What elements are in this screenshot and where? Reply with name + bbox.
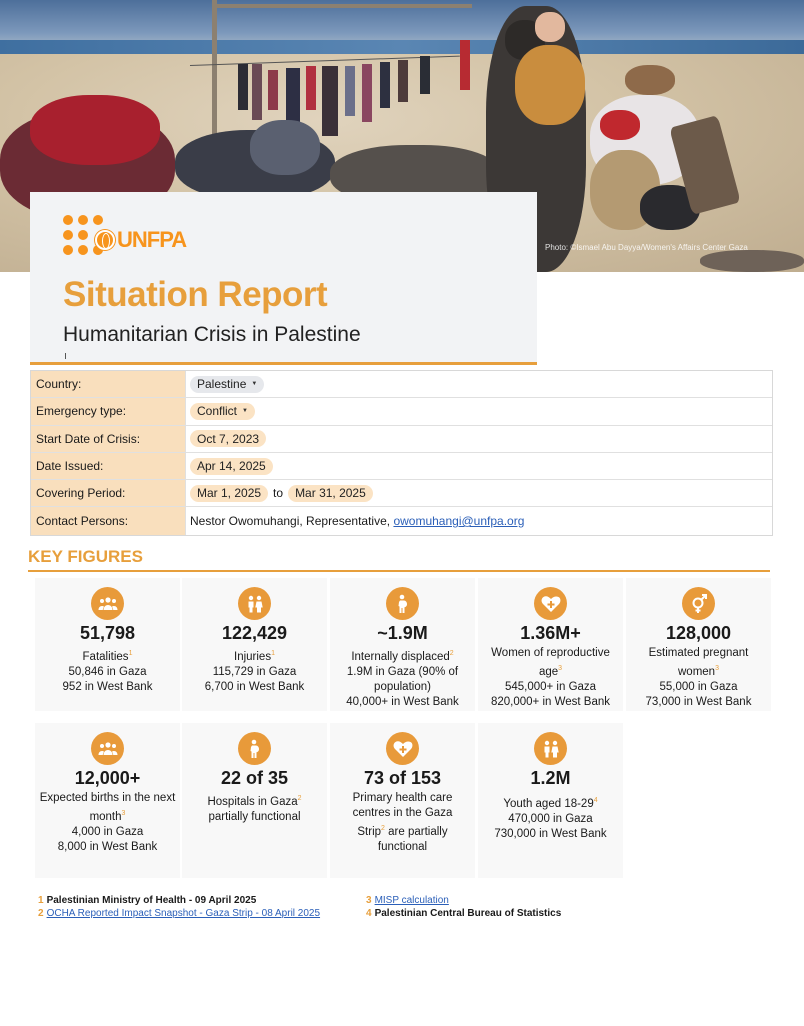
photo-credit: Photo: ©Ismael Abu Dayya/Women's Affairs Center Gaza	[545, 243, 748, 252]
fatalities-gaza: 50,846 in Gaza	[68, 665, 147, 678]
figure-card-fatalities	[35, 578, 180, 711]
injuries-gaza: 115,729 in Gaza	[212, 665, 297, 678]
photo-sea	[0, 40, 804, 54]
figure-card-injuries	[182, 578, 327, 711]
page-title: Situation Report	[63, 275, 328, 314]
people-group-icon	[91, 587, 124, 620]
figure-card-displaced	[330, 578, 475, 711]
country-label: Country:	[31, 371, 186, 397]
figure-card-expected-births	[35, 723, 180, 878]
family-icon	[238, 587, 271, 620]
women-reproductive-age-label: Women of reproductive age	[491, 647, 610, 678]
heart-plus-icon	[386, 732, 419, 765]
displaced-gaza: 1.9M in Gaza (90% of population)	[346, 665, 459, 693]
key-figures-heading: KEY FIGURES	[28, 547, 143, 566]
photo-cloth	[460, 40, 470, 90]
footnote-1-text: Palestinian Ministry of Health - 09 April 2025	[46, 895, 257, 906]
photo-child-head	[535, 12, 565, 42]
footnote-ref: 3	[715, 665, 719, 672]
expected-births-value: 12,000+	[74, 768, 141, 788]
figure-card-women-reproductive-age	[478, 578, 623, 711]
info-row-country	[31, 371, 772, 398]
expected-births-label: Expected births in the next month	[39, 792, 176, 823]
report-info-table	[30, 370, 773, 536]
un-emblem-icon	[95, 230, 115, 250]
youth-label: Youth aged 18-29	[503, 797, 594, 810]
footnote-ref: 3	[121, 810, 126, 817]
period-to-text: to	[273, 486, 284, 501]
photo-cloth	[252, 64, 262, 120]
women-reproductive-age-west-bank: 820,000+ in West Bank	[490, 695, 611, 708]
photo-blanket	[30, 95, 160, 165]
health-centres-status: are partially functional	[377, 825, 448, 853]
photo-cloth	[380, 62, 390, 108]
cursor-mark	[65, 353, 66, 359]
footnote-ref: 1	[271, 650, 275, 657]
pregnant-women-value: 128,000	[665, 623, 732, 643]
injuries-value: 122,429	[221, 623, 288, 643]
emergency-type-label: Emergency type:	[31, 398, 186, 424]
photo-red-cloth	[600, 110, 640, 140]
photo-child	[515, 45, 585, 125]
hospitals-value: 22 of 35	[220, 768, 289, 788]
fatalities-west-bank: 952 in West Bank	[62, 680, 153, 693]
info-row-emergency	[31, 398, 772, 425]
photo-cloth	[345, 66, 355, 116]
youth-value: 1.2M	[530, 768, 571, 788]
youth-gaza: 470,000 in Gaza	[508, 812, 593, 825]
people-group-icon	[91, 732, 124, 765]
footnote-1: 1 Palestinian Ministry of Health - 09 April 2025	[38, 895, 257, 906]
pregnant-woman-icon	[238, 732, 271, 765]
country-dropdown[interactable]	[190, 376, 264, 393]
family-icon	[534, 732, 567, 765]
displaced-label: Internally displaced	[351, 650, 450, 663]
chevron-down-icon: ▼	[242, 408, 248, 415]
unfpa-wordmark: UNFPA	[117, 227, 187, 252]
displaced-value: ~1.9M	[377, 623, 428, 643]
footnote-4: 4 Palestinian Central Bureau of Statistics	[366, 908, 562, 919]
footnote-ref: 1	[128, 650, 133, 657]
photo-cloth	[362, 64, 372, 122]
photo-pole-top	[212, 4, 472, 8]
figure-card-youth	[478, 723, 623, 878]
photo-basket	[625, 65, 675, 95]
footnote-2-link[interactable]: OCHA Reported Impact Snapshot - Gaza Strip - 08 April 2025	[46, 908, 321, 919]
key-figures-divider	[28, 570, 770, 572]
period-start-chip[interactable]: Mar 1, 2025	[190, 485, 268, 502]
date-issued-label: Date Issued:	[31, 453, 186, 479]
date-issued-chip[interactable]: Apr 14, 2025	[190, 458, 273, 475]
expected-births-west-bank: 8,000 in West Bank	[57, 840, 158, 853]
health-centres-value: 73 of 153	[363, 768, 442, 788]
footnote-ref: 4	[593, 797, 598, 804]
pregnant-woman-icon	[386, 587, 419, 620]
pregnant-women-west-bank: 73,000 in West Bank	[645, 695, 752, 708]
hospitals-status: partially functional	[208, 810, 301, 823]
photo-cloth	[268, 70, 278, 110]
emergency-type-value: Conflict	[197, 404, 238, 419]
figure-card-pregnant-women	[626, 578, 771, 711]
photo-cloth	[306, 66, 316, 110]
contact-person-text: Nestor Owomuhangi, Representative,	[190, 514, 394, 529]
footnote-ref: 3	[558, 665, 563, 672]
health-centres-label: Primary health care centres in the Gaza Strip	[352, 792, 453, 838]
displaced-west-bank: 40,000+ in West Bank	[346, 695, 459, 708]
title-card	[30, 192, 537, 365]
unfpa-logo	[63, 215, 187, 265]
injuries-west-bank: 6,700 in West Bank	[204, 680, 305, 693]
photo-cloth	[420, 56, 430, 94]
fatalities-label: Fatalities	[82, 650, 129, 663]
fatalities-value: 51,798	[79, 623, 136, 643]
contact-persons-label: Contact Persons:	[31, 507, 186, 534]
footnote-ref: 2	[449, 650, 454, 657]
expected-births-gaza: 4,000 in Gaza	[71, 825, 144, 838]
info-row-date-issued	[31, 453, 772, 480]
start-date-chip[interactable]: Oct 7, 2023	[190, 430, 266, 447]
gender-symbol-icon	[682, 587, 715, 620]
photo-cloth	[398, 60, 408, 102]
footnote-ref: 2	[381, 825, 385, 832]
country-value: Palestine	[197, 377, 247, 392]
footnote-3: 3 MISP calculation	[366, 895, 449, 906]
period-end-chip[interactable]: Mar 31, 2025	[288, 485, 373, 502]
pregnant-women-label: Estimated pregnant women	[648, 647, 749, 678]
start-date-label: Start Date of Crisis:	[31, 426, 186, 452]
info-row-contact	[31, 507, 772, 534]
info-row-covering-period	[31, 480, 772, 507]
page-subtitle: Humanitarian Crisis in Palestine	[63, 323, 361, 346]
injuries-label: Injuries	[234, 650, 272, 663]
footnote-3-link[interactable]: MISP calculation	[374, 895, 449, 906]
footnote-4-text: Palestinian Central Bureau of Statistics	[374, 908, 562, 919]
figure-card-hospitals	[182, 723, 327, 878]
youth-west-bank: 730,000 in West Bank	[494, 827, 607, 840]
figure-card-health-centres	[330, 723, 475, 878]
contact-email-link[interactable]: owomuhangi@unfpa.org	[393, 514, 525, 529]
photo-ground-items	[700, 250, 804, 272]
women-reproductive-age-value: 1.36M+	[520, 623, 581, 643]
women-reproductive-age-gaza: 545,000+ in Gaza	[504, 680, 597, 693]
info-row-start-date	[31, 426, 772, 453]
photo-cloth	[322, 66, 338, 136]
emergency-type-dropdown[interactable]	[190, 403, 255, 420]
chevron-down-icon: ▼	[251, 381, 258, 388]
photo-cloth	[238, 64, 248, 110]
photo-bag	[250, 120, 320, 175]
heart-plus-icon	[534, 587, 567, 620]
hospitals-label: Hospitals in Gaza	[207, 795, 298, 808]
footnote-ref: 2	[297, 795, 302, 802]
footnote-2: 2 OCHA Reported Impact Snapshot - Gaza Strip - 08 April 2025	[38, 908, 321, 919]
pregnant-women-gaza: 55,000 in Gaza	[659, 680, 738, 693]
covering-period-label: Covering Period:	[31, 480, 186, 506]
